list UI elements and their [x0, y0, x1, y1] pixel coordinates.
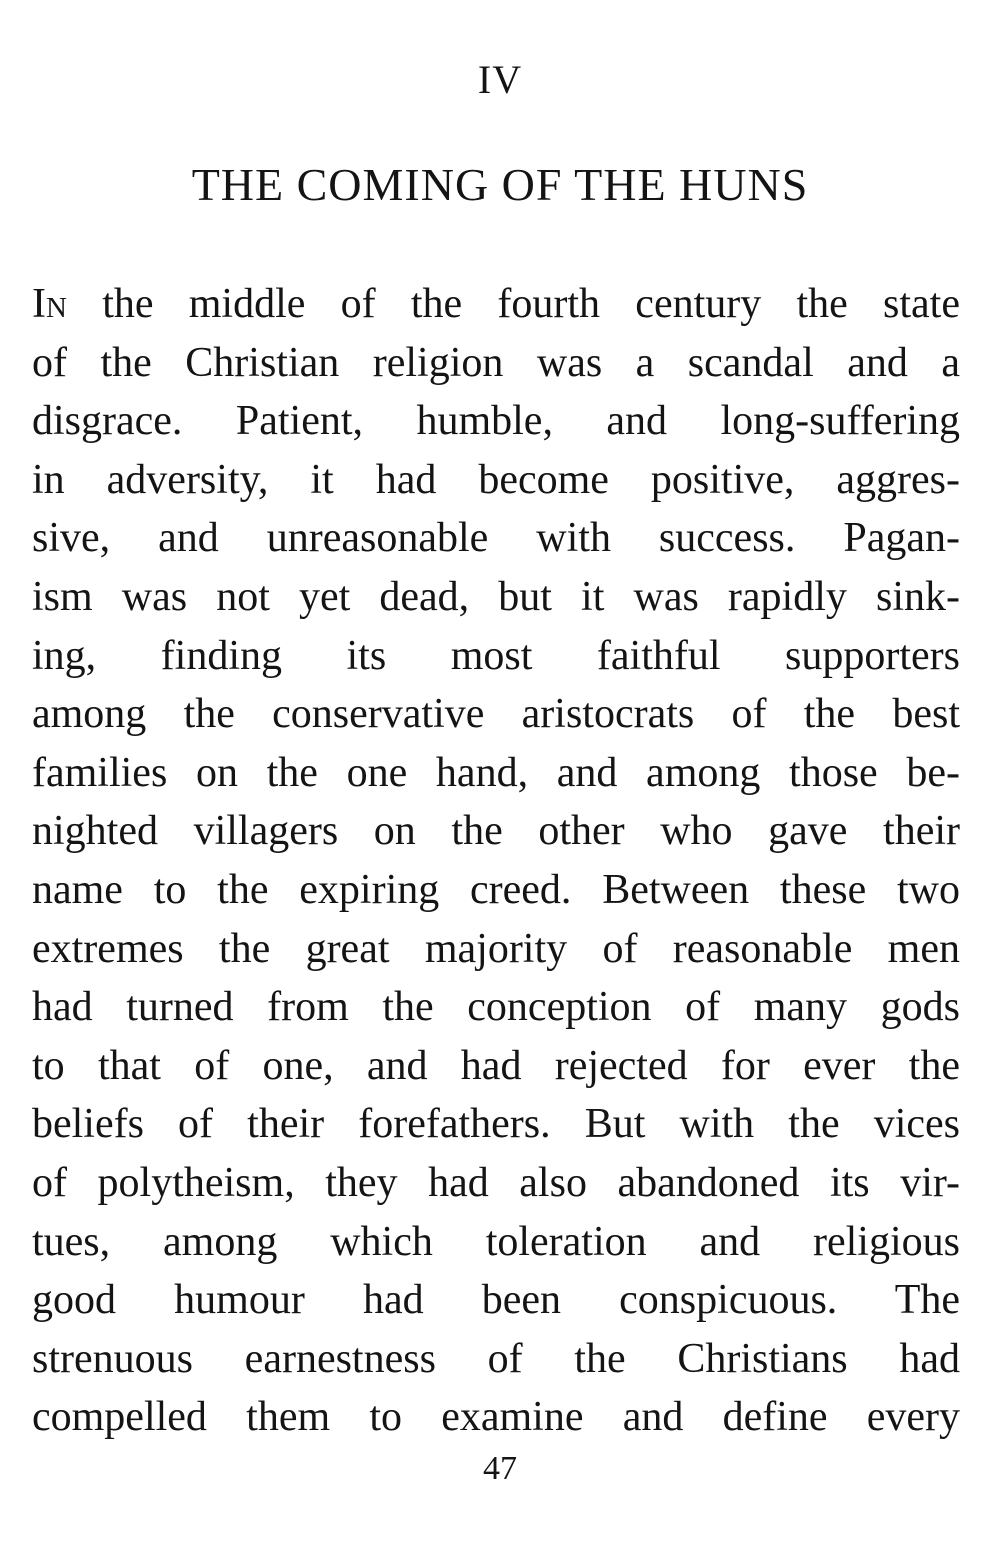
text-line: sive, and unreasonable with success. Pagan- [32, 515, 960, 562]
text-line: families on the one hand, and among those be- [32, 749, 960, 796]
text-line: disgrace. Patient, humble, and long-suffering [32, 398, 960, 445]
text-line: among the conservative aristocrats of the best [32, 691, 960, 738]
text-line: strenuous earnestness of the Christians had [32, 1335, 960, 1382]
text-line: good humour had been conspicuous. The [32, 1277, 960, 1324]
text-line: extremes the great majority of reasonable men [32, 925, 960, 972]
text-line: ing, finding its most faithful supporters [32, 632, 960, 679]
body-text [32, 275, 960, 1447]
line-text: the middle of the fourth century the state [102, 281, 960, 327]
text-line: tues, among which toleration and religious [32, 1218, 960, 1265]
text-line: beliefs of their forefathers. But with the vices [32, 1101, 960, 1148]
text-line: to that of one, and had rejected for ever the [32, 1042, 960, 1089]
text-line: name to the expiring creed. Between these two [32, 866, 960, 913]
chapter-number: IV [477, 57, 523, 102]
text-line: compelled them to examine and define every [32, 1394, 960, 1441]
text-line: of polytheism, they had also abandoned its vir- [32, 1159, 960, 1206]
page-number: 47 [483, 1450, 517, 1487]
text-line: in adversity, it had become positive, aggres- [32, 456, 960, 503]
text-line: had turned from the conception of many gods [32, 984, 960, 1031]
text-line: nighted villagers on the other who gave their [32, 808, 960, 855]
lead-word: In [32, 281, 67, 327]
text-line: ism was not yet dead, but it was rapidly sink- [32, 573, 960, 620]
text-line [32, 275, 960, 334]
text-line: of the Christian religion was a scandal and a [32, 339, 960, 386]
chapter-title: THE COMING OF THE HUNS [191, 159, 809, 210]
